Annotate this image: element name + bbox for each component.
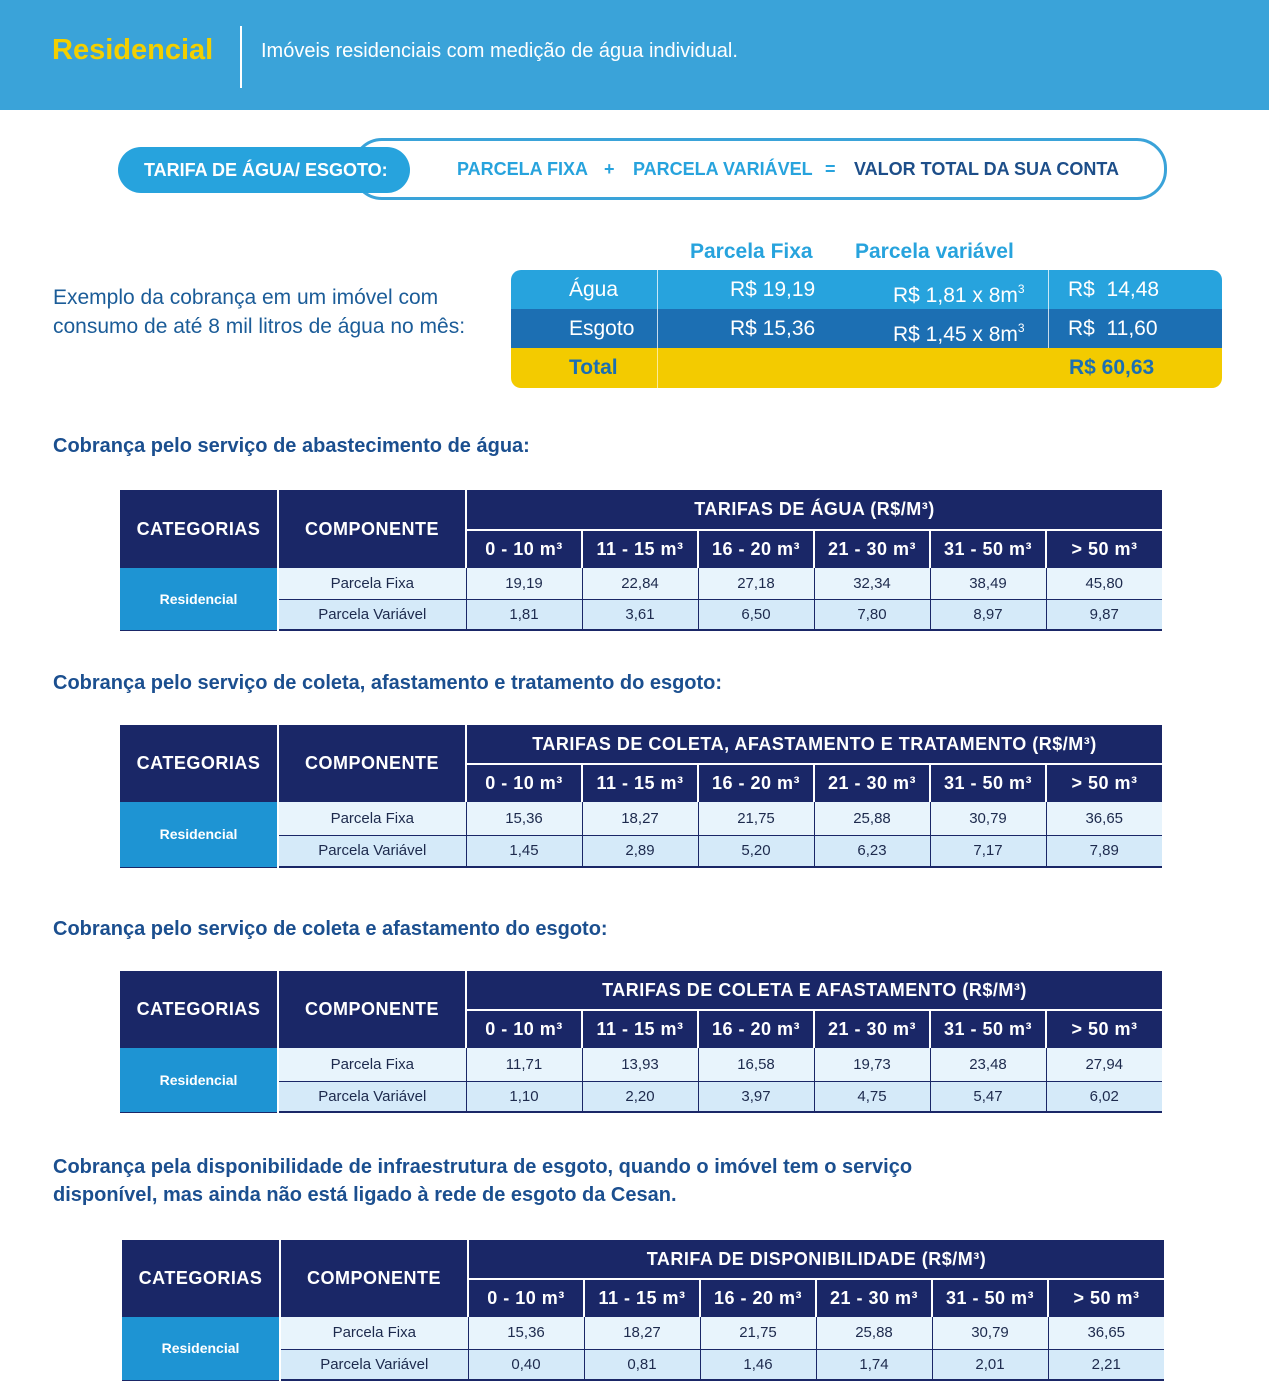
range-header: > 50 m³ <box>1046 1010 1162 1048</box>
example-row-esgoto <box>511 309 1222 348</box>
col-header-categories: CATEGORIAS <box>120 725 278 802</box>
value-cell: 11,71 <box>466 1048 582 1081</box>
value-cell: 1,45 <box>466 835 582 867</box>
value-cell: 21,75 <box>700 1317 816 1349</box>
section-title-line-2: disponível, mas ainda não está ligado à rede de esgoto da Cesan. <box>53 1184 677 1206</box>
category-cell: Residencial <box>120 1048 278 1112</box>
example-col-variable: Parcela variável <box>855 240 1014 263</box>
example-divider <box>1048 270 1049 309</box>
example-col-fixed: Parcela Fixa <box>690 240 813 263</box>
example-row-total <box>511 348 1222 388</box>
range-header: 21 - 30 m³ <box>814 530 930 568</box>
example-total-value: R$ 14,48 <box>1068 278 1160 301</box>
col-header-component: COMPONENTE <box>278 725 466 802</box>
page-title: Residencial <box>52 34 214 66</box>
section-title-agua: Cobrança pelo serviço de abastecimento de água: <box>53 435 530 457</box>
range-header: 0 - 10 m³ <box>466 764 582 802</box>
formula-term-variable: PARCELA VARIÁVEL <box>633 159 813 179</box>
range-header: 16 - 20 m³ <box>700 1279 816 1317</box>
page-header <box>0 0 1269 110</box>
value-cell: 19,19 <box>466 568 582 599</box>
range-header: 11 - 15 m³ <box>582 1010 698 1048</box>
value-cell: 9,87 <box>1046 599 1162 630</box>
example-total-value: R$ 11,60 <box>1068 317 1158 340</box>
range-header: 21 - 30 m³ <box>816 1279 932 1317</box>
example-fixed-value: R$ 19,19 <box>730 278 816 301</box>
col-header-component: COMPONENTE <box>278 971 466 1048</box>
range-header: 16 - 20 m³ <box>698 530 814 568</box>
component-cell: Parcela Variável <box>280 1349 468 1380</box>
col-header-categories: CATEGORIAS <box>120 490 278 568</box>
value-cell: 0,40 <box>468 1349 584 1380</box>
value-cell: 1,46 <box>700 1349 816 1380</box>
range-header: 16 - 20 m³ <box>698 1010 814 1048</box>
formula-equals: = <box>825 159 836 179</box>
value-cell: 38,49 <box>930 568 1046 599</box>
range-header: 11 - 15 m³ <box>584 1279 700 1317</box>
value-cell: 30,79 <box>930 802 1046 835</box>
component-cell: Parcela Fixa <box>278 568 466 599</box>
col-header-categories: CATEGORIAS <box>120 971 278 1048</box>
range-header: 0 - 10 m³ <box>466 530 582 568</box>
value-cell: 16,58 <box>698 1048 814 1081</box>
formula-label: TARIFA DE ÁGUA/ ESGOTO: <box>118 147 410 193</box>
value-cell: 2,89 <box>582 835 698 867</box>
value-cell: 32,34 <box>814 568 930 599</box>
table-row <box>120 568 1162 599</box>
value-cell: 6,02 <box>1046 1081 1162 1112</box>
range-header: 21 - 30 m³ <box>814 764 930 802</box>
example-line-1: Exemplo da cobrança em um imóvel com <box>53 286 439 309</box>
category-cell: Residencial <box>120 568 278 630</box>
example-table <box>511 270 1222 388</box>
value-cell: 22,84 <box>582 568 698 599</box>
range-header: 31 - 50 m³ <box>930 764 1046 802</box>
tariff-table-disponibilidade <box>122 1240 1164 1381</box>
value-cell: 45,80 <box>1046 568 1162 599</box>
range-header: 0 - 10 m³ <box>468 1279 584 1317</box>
example-total-label: Total <box>569 356 618 379</box>
value-cell: 30,79 <box>932 1317 1048 1349</box>
formula-term-fixed: PARCELA FIXA <box>457 159 589 179</box>
value-cell: 2,01 <box>932 1349 1048 1380</box>
example-line-2: consumo de até 8 mil litros de água no mês: <box>53 315 466 338</box>
component-cell: Parcela Fixa <box>278 802 466 835</box>
value-cell: 2,20 <box>582 1081 698 1112</box>
table-header-title: TARIFAS DE COLETA E AFASTAMENTO (R$/M³) <box>466 971 1162 1010</box>
range-header: 21 - 30 m³ <box>814 1010 930 1048</box>
value-cell: 19,73 <box>814 1048 930 1081</box>
table-header-title: TARIFA DE DISPONIBILIDADE (R$/M³) <box>468 1240 1164 1279</box>
example-row-agua <box>511 270 1222 309</box>
value-cell: 3,61 <box>582 599 698 630</box>
section-title-line-1: Cobrança pela disponibilidade de infraestrutura de esgoto, quando o imóvel tem o serviço <box>53 1156 913 1178</box>
value-cell: 18,27 <box>584 1317 700 1349</box>
range-header: 31 - 50 m³ <box>930 530 1046 568</box>
range-header: 31 - 50 m³ <box>932 1279 1048 1317</box>
value-cell: 4,75 <box>814 1081 930 1112</box>
value-cell: 21,75 <box>698 802 814 835</box>
value-cell: 6,23 <box>814 835 930 867</box>
tariff-table-coleta-tratamento <box>120 725 1162 868</box>
example-grand-total: R$ 60,63 <box>1069 356 1155 379</box>
value-cell: 23,48 <box>930 1048 1046 1081</box>
col-header-categories: CATEGORIAS <box>122 1240 280 1317</box>
value-cell: 1,81 <box>466 599 582 630</box>
tariff-table-coleta-afastamento <box>120 971 1162 1113</box>
value-cell: 5,20 <box>698 835 814 867</box>
value-cell: 7,89 <box>1046 835 1162 867</box>
section-title-coleta-tratamento: Cobrança pelo serviço de coleta, afastamento e tratamento do esgoto: <box>53 672 723 694</box>
range-header: 31 - 50 m³ <box>930 1010 1046 1048</box>
example-divider <box>657 348 658 388</box>
component-cell: Parcela Variável <box>278 835 466 867</box>
range-header: 0 - 10 m³ <box>466 1010 582 1048</box>
tariff-formula <box>118 138 1168 200</box>
value-cell: 1,74 <box>816 1349 932 1380</box>
value-cell: 7,80 <box>814 599 930 630</box>
value-cell: 25,88 <box>816 1317 932 1349</box>
value-cell: 36,65 <box>1046 802 1162 835</box>
table-header-title: TARIFAS DE COLETA, AFASTAMENTO E TRATAMENTO (R$/M³) <box>466 725 1162 764</box>
value-cell: 25,88 <box>814 802 930 835</box>
value-cell: 15,36 <box>466 802 582 835</box>
section-title-coleta-afastamento: Cobrança pelo serviço de coleta e afastamento do esgoto: <box>53 918 608 940</box>
example-variable-value: R$ 1,45 x $8m^3$ <box>893 321 1025 346</box>
example-description <box>53 283 465 341</box>
page-subtitle: Imóveis residenciais com medição de água individual. <box>261 40 738 62</box>
value-cell: 15,36 <box>468 1317 584 1349</box>
value-cell: 8,97 <box>930 599 1046 630</box>
value-cell: 1,10 <box>466 1081 582 1112</box>
value-cell: 36,65 <box>1048 1317 1164 1349</box>
category-cell: Residencial <box>122 1317 280 1380</box>
example-row-label: Esgoto <box>569 317 635 340</box>
section-title-disponibilidade <box>53 1153 912 1209</box>
table-row <box>120 1048 1162 1081</box>
value-cell: 2,21 <box>1048 1349 1164 1380</box>
table-row <box>120 802 1162 835</box>
value-cell: 13,93 <box>582 1048 698 1081</box>
example-row-label: Água <box>569 278 619 301</box>
formula-plus: + <box>604 159 615 179</box>
example-divider <box>1048 309 1049 348</box>
range-header: > 50 m³ <box>1048 1279 1164 1317</box>
table-row <box>122 1317 1164 1349</box>
component-cell: Parcela Fixa <box>280 1317 468 1349</box>
example-fixed-value: R$ 15,36 <box>730 317 816 340</box>
value-cell: 6,50 <box>698 599 814 630</box>
example-divider <box>657 309 658 348</box>
col-header-component: COMPONENTE <box>280 1240 468 1317</box>
component-cell: Parcela Variável <box>278 1081 466 1112</box>
example-divider <box>657 270 658 309</box>
value-cell: 0,81 <box>584 1349 700 1380</box>
range-header: > 50 m³ <box>1046 764 1162 802</box>
value-cell: 7,17 <box>930 835 1046 867</box>
example-variable-value: R$ 1,81 x $8m^3$ <box>893 282 1025 307</box>
col-header-component: COMPONENTE <box>278 490 466 568</box>
category-cell: Residencial <box>120 802 278 867</box>
range-header: > 50 m³ <box>1046 530 1162 568</box>
range-header: 11 - 15 m³ <box>582 764 698 802</box>
value-cell: 5,47 <box>930 1081 1046 1112</box>
value-cell: 27,94 <box>1046 1048 1162 1081</box>
range-header: 16 - 20 m³ <box>698 764 814 802</box>
value-cell: 18,27 <box>582 802 698 835</box>
table-header-title: TARIFAS DE ÁGUA (R$/M³) <box>466 490 1162 530</box>
tariff-table-agua <box>120 490 1162 631</box>
value-cell: 27,18 <box>698 568 814 599</box>
header-divider <box>240 26 242 88</box>
formula-result: VALOR TOTAL DA SUA CONTA <box>854 159 1119 179</box>
component-cell: Parcela Fixa <box>278 1048 466 1081</box>
value-cell: 3,97 <box>698 1081 814 1112</box>
component-cell: Parcela Variável <box>278 599 466 630</box>
range-header: 11 - 15 m³ <box>582 530 698 568</box>
